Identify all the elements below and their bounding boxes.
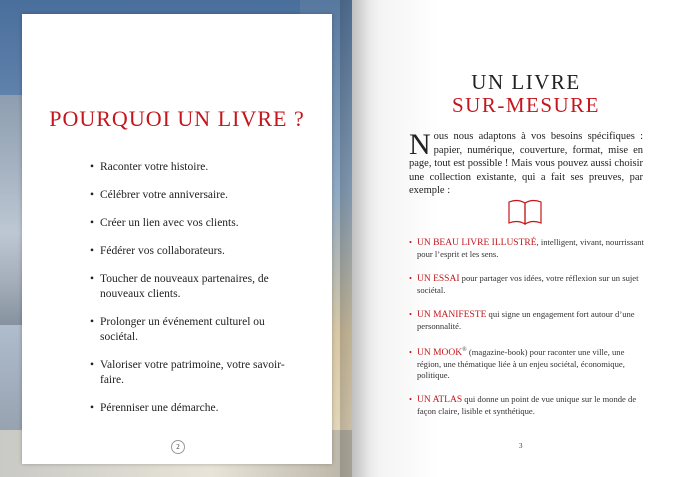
book-gutter-shadow <box>340 0 370 477</box>
list-item: • UN MOOK® (magazine-book) pour raconter une ville, une région, une thématique liée à un enjeu sociétal, économique, politique. <box>409 346 625 380</box>
open-book-icon <box>507 198 543 226</box>
bullet-icon: • <box>90 245 95 257</box>
bullet-icon: • <box>90 217 95 229</box>
left-content-card <box>22 14 332 464</box>
right-page-title-line1: UN LIVRE <box>471 70 581 94</box>
bullet-icon: • <box>409 346 413 357</box>
bullet-icon: • <box>90 316 95 328</box>
list-item: • UN BEAU LIVRE ILLUSTRÉ, intelligent, vivant, nourrissant pour l’esprit et les sens. <box>409 237 644 259</box>
list-item: • UN ATLAS qui donne un point de vue unique sur le monde de façon claire, lisible et synthétique. <box>409 393 637 416</box>
bullet-icon: • <box>90 402 95 414</box>
list-item: • Créer un lien avec vos clients. <box>90 217 239 229</box>
drop-cap: N <box>409 128 431 161</box>
list-item: • Prolonger un événement culturel ou sociétal. <box>90 316 265 343</box>
right-page-title-line2: SUR-MESURE <box>451 93 601 117</box>
intro-text: ous nous adaptons à vos besoins spécifiques : papier, numérique, couverture, format, mise en page, tout est possible ! Mais vous pouvez aussi choisir une collection existante, qui a fait ses preuves, par exemple : <box>409 131 643 196</box>
list-item: • Raconter votre histoire. <box>90 161 209 173</box>
reasons-list <box>90 160 300 429</box>
collections-list <box>409 237 647 430</box>
bullet-icon: • <box>90 273 95 285</box>
list-item: • UN MANIFESTE qui signe un engagement fort autour d’une personnalité. <box>409 309 635 331</box>
right-page <box>352 0 700 477</box>
bullet-icon: • <box>409 393 413 404</box>
bullet-icon: • <box>90 359 95 371</box>
list-item: • UN ESSAI pour partager vos idées, votre réflexion sur un sujet sociétal. <box>409 273 639 295</box>
bullet-icon: • <box>409 273 413 283</box>
list-item: • Valoriser votre patrimoine, votre savoir-faire. <box>90 359 285 386</box>
bullet-icon: • <box>90 161 95 173</box>
bullet-icon: • <box>90 189 95 201</box>
page-number-left: 2 <box>171 440 185 454</box>
left-page-title: POURQUOI UN LIVRE ? <box>49 106 305 131</box>
list-item: • Fédérer vos collaborateurs. <box>90 245 225 257</box>
list-item: • Célébrer votre anniversaire. <box>90 189 229 201</box>
list-item: • Pérenniser une démarche. <box>90 402 219 414</box>
list-item: • Toucher de nouveaux partenaires, de nouveaux clients. <box>90 273 269 300</box>
page-number-right: 3 <box>519 442 523 450</box>
intro-paragraph <box>409 130 643 198</box>
bullet-icon: • <box>409 309 413 319</box>
bullet-icon: • <box>409 237 413 247</box>
